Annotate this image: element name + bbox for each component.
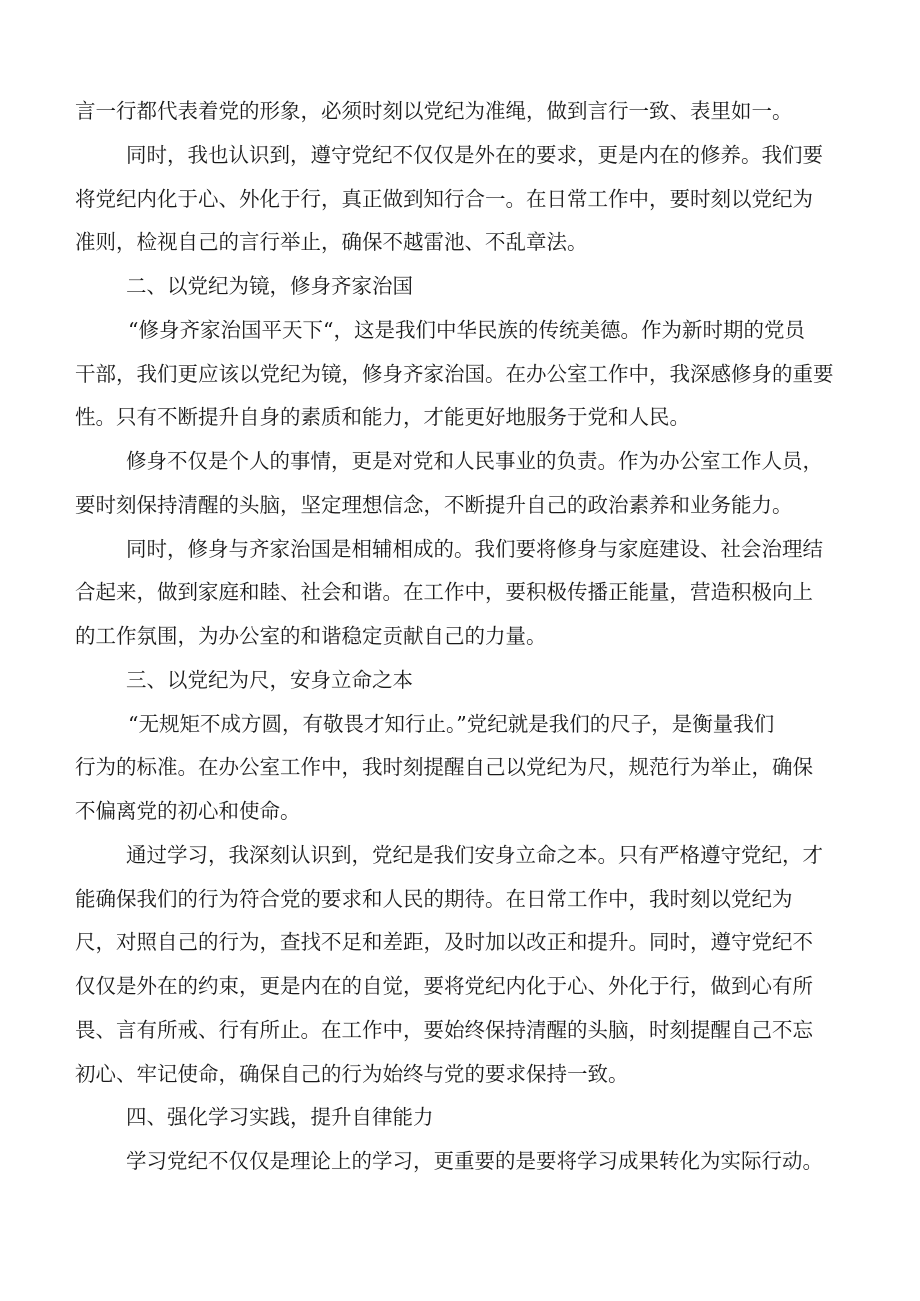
text-line: 言一行都代表着党的形象，必须时刻以党纪为准绳，做到言行一致、表里如一。 (75, 99, 793, 123)
text-line: 合起来，做到家庭和睦、社会和谐。在工作中，要积极传播正能量，营造积极向上 (75, 580, 813, 604)
text-line: 不偏离党的初心和使命。 (75, 799, 301, 823)
text-line: 行为的标准。在办公室工作中，我时刻提醒自己以党纪为尺，规范行为举止，确保 (75, 755, 813, 779)
text-line: 准则，检视自己的言行举止，确保不越雷池、不乱章法。 (75, 230, 588, 254)
paragraph-first-line: “无规矩不成方圆，有敬畏才知行止。”党纪就是我们的尺子，是衡量我们 (128, 712, 775, 736)
paragraph-first-line: “修身齐家治国平天下“，这是我们中华民族的传统美德。作为新时期的党员 (128, 318, 805, 342)
text-line: 将党纪内化于心、外化于行，真正做到知行合一。在日常工作中，要时刻以党纪为 (75, 187, 813, 211)
text-line: 能确保我们的行为符合党的要求和人民的期待。在日常工作中，我时刻以党纪为 (75, 887, 793, 911)
paragraph-first-line: 修身不仅是个人的事情，更是对党和人民事业的负责。作为办公室工作人员， (126, 449, 823, 473)
paragraph-first-line: 学习党纪不仅仅是理论上的学习，更重要的是要将学习成果转化为实际行动。 (126, 1149, 823, 1173)
paragraph-first-line: 通过学习，我深刻认识到，党纪是我们安身立命之本。只有严格遵守党纪，才 (126, 843, 823, 867)
text-line: 干部，我们更应该以党纪为镜，修身齐家治国。在办公室工作中，我深感修身的重要 (75, 362, 834, 386)
section-heading: 四、强化学习实践，提升自律能力 (126, 1105, 434, 1129)
paragraph-first-line: 同时，修身与齐家治国是相辅相成的。我们要将修身与家庭建设、社会治理结 (126, 537, 823, 561)
text-line: 性。只有不断提升自身的素质和能力，才能更好地服务于党和人民。 (75, 405, 690, 429)
text-line: 仅仅是外在的约束，更是内在的自觉，要将党纪内化于心、外化于行，做到心有所 (75, 974, 813, 998)
paragraph-first-line: 同时，我也认识到，遵守党纪不仅仅是外在的要求，更是内在的修养。我们要 (126, 143, 823, 167)
text-line: 畏、言有所戒、行有所止。在工作中，要始终保持清醒的头脑，时刻提醒自己不忘 (75, 1018, 813, 1042)
section-heading: 三、以党纪为尺，安身立命之本 (126, 668, 413, 692)
text-line: 要时刻保持清醒的头脑，坚定理想信念，不断提升自己的政治素养和业务能力。 (75, 493, 793, 517)
text-line: 的工作氛围，为办公室的和谐稳定贡献自己的力量。 (75, 624, 547, 648)
text-line: 尺，对照自己的行为，查找不足和差距，及时加以改正和提升。同时，遵守党纪不 (75, 930, 813, 954)
section-heading: 二、以党纪为镜，修身齐家治国 (126, 274, 413, 298)
text-line: 初心、牢记使命，确保自己的行为始终与党的要求保持一致。 (75, 1062, 629, 1086)
